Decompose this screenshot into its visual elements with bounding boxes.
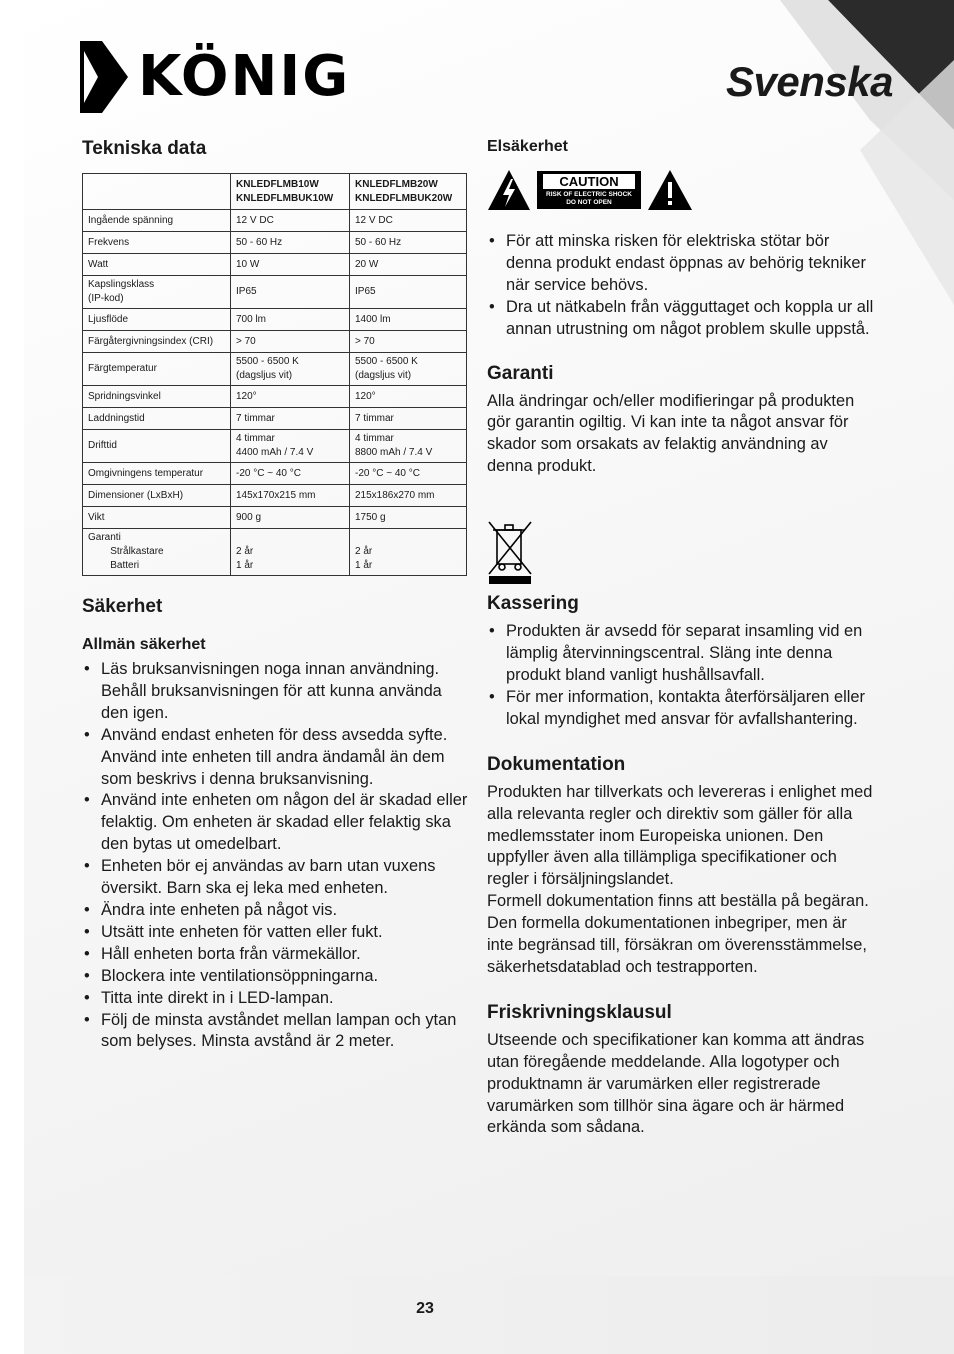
table-cell: -20 °C ~ 40 °C bbox=[231, 463, 350, 485]
list-item: • Använd inte enheten om någon del är skadad eller felaktig. Om enheten är skadad eller felaktig ska den bytas ut omedelbart. bbox=[82, 790, 470, 856]
table-cell: 120° bbox=[231, 386, 350, 408]
table-cell: Ljusflöde bbox=[83, 309, 231, 331]
table-cell: Kapslingsklass (IP-kod) bbox=[83, 276, 231, 309]
table-cell: 4 timmar 4400 mAh / 7.4 V bbox=[231, 430, 350, 463]
weee-bin-icon bbox=[487, 518, 533, 584]
table-cell: > 70 bbox=[231, 331, 350, 353]
table-row bbox=[83, 276, 467, 309]
table-header-cell: KNLEDFLMB10W KNLEDFLMBUK10W bbox=[231, 174, 350, 210]
table-cell: 20 W bbox=[350, 254, 467, 276]
list-item: • Produkten är avsedd för separat insamling vid en lämplig återvinningscentral. Släng inte denna produkt bland vanligt hushållsavfall. bbox=[487, 621, 877, 687]
table-cell: 120° bbox=[350, 386, 467, 408]
list-item: • Följ de minsta avståndet mellan lampan och ytan som belyses. Minsta avstånd är 2 meter. bbox=[82, 1010, 470, 1054]
table-cell: 145x170x215 mm bbox=[231, 485, 350, 507]
table-cell: 5500 - 6500 K (dagsljus vit) bbox=[231, 353, 350, 386]
list-item: • Håll enheten borta från värmekällor. bbox=[82, 944, 470, 966]
table-row bbox=[83, 232, 467, 254]
table-header-cell: KNLEDFLMB20W KNLEDFLMBUK20W bbox=[350, 174, 467, 210]
list-item: • Använd endast enheten för dess avsedda syfte. Använd inte enheten till andra ändamål än dem som beskrivs i denna bruksanvisning. bbox=[82, 725, 470, 791]
table-cell: IP65 bbox=[350, 276, 467, 309]
table-row bbox=[83, 309, 467, 331]
table-cell: IP65 bbox=[231, 276, 350, 309]
list-item: • Blockera inte ventilationsöppningarna. bbox=[82, 966, 470, 988]
table-cell: Spridningsvinkel bbox=[83, 386, 231, 408]
right-column bbox=[487, 138, 877, 1139]
left-column bbox=[82, 138, 470, 1053]
list-item: • För att minska risken för elektriska stötar bör denna produkt endast öppnas av behörig tekniker när service behövs. bbox=[487, 231, 877, 297]
table-row bbox=[83, 430, 467, 463]
konig-k-icon bbox=[80, 41, 130, 113]
table-cell: Omgivningens temperatur bbox=[83, 463, 231, 485]
table-cell: Garanti Strålkastare Batteri bbox=[83, 529, 231, 576]
table-cell: Drifttid bbox=[83, 430, 231, 463]
table-cell: Färgtemperatur bbox=[83, 353, 231, 386]
documentation-heading: Dokumentation bbox=[487, 753, 626, 775]
table-cell: 7 timmar bbox=[231, 408, 350, 430]
table-cell: Ingående spänning bbox=[83, 210, 231, 232]
table-cell: > 70 bbox=[350, 331, 467, 353]
tech-heading: Tekniska data bbox=[82, 138, 207, 159]
exclamation-warning-icon bbox=[647, 169, 693, 211]
warranty-heading: Garanti bbox=[487, 362, 554, 384]
list-item: • Enheten bör ej användas av barn utan vuxens översikt. Barn ska ej leka med enheten. bbox=[82, 856, 470, 900]
list-item: • Ändra inte enheten på något vis. bbox=[82, 900, 470, 922]
table-row bbox=[83, 529, 467, 576]
safety-heading: Säkerhet bbox=[82, 596, 163, 617]
table-cell: 900 g bbox=[231, 507, 350, 529]
table-row bbox=[83, 507, 467, 529]
table-row bbox=[83, 408, 467, 430]
electrical-heading: Elsäkerhet bbox=[487, 138, 568, 155]
table-cell: 2 år 1 år bbox=[231, 529, 350, 576]
electrical-list bbox=[487, 231, 877, 341]
table-cell: 1750 g bbox=[350, 507, 467, 529]
table-row bbox=[83, 210, 467, 232]
spec-table bbox=[82, 173, 467, 576]
brand-name: KÖNIG bbox=[138, 44, 351, 109]
list-item: • Utsätt inte enheten för vatten eller fukt. bbox=[82, 922, 470, 944]
table-cell: -20 °C ~ 40 °C bbox=[350, 463, 467, 485]
disclaimer-heading: Friskrivningsklausul bbox=[487, 1001, 672, 1023]
table-row bbox=[83, 485, 467, 507]
table-cell: Laddningstid bbox=[83, 408, 231, 430]
table-header-row bbox=[83, 174, 467, 210]
table-cell: 10 W bbox=[231, 254, 350, 276]
list-item: • Läs bruksanvisningen noga innan användning. Behåll bruksanvisningen för att kunna använda den igen. bbox=[82, 659, 470, 725]
table-cell: Dimensioner (LxBxH) bbox=[83, 485, 231, 507]
disposal-heading: Kassering bbox=[487, 593, 579, 615]
table-cell: 4 timmar 8800 mAh / 7.4 V bbox=[350, 430, 467, 463]
documentation-paragraph: Formell dokumentation finns att beställa på begäran. Den formella dokumentationen inbegriper, men är inte begränsad till, försäkran om överensstämmelse, säkerhetsdatablad och testrapporten. bbox=[487, 892, 869, 976]
table-cell: 12 V DC bbox=[350, 210, 467, 232]
warranty-text: Alla ändringar och/eller modifieringar på produkten gör garantin ogiltig. Vi kan inte ta något ansvar för skador som orsakats av felaktig användning av denna produkt. bbox=[487, 391, 855, 476]
table-cell: Frekvens bbox=[83, 232, 231, 254]
table-cell: 700 lm bbox=[231, 309, 350, 331]
disposal-list bbox=[487, 621, 877, 731]
caution-label: CAUTION bbox=[543, 174, 635, 189]
table-cell: Färgåtergivningsindex (CRI) bbox=[83, 331, 231, 353]
safety-list bbox=[82, 659, 470, 1053]
table-cell: 50 - 60 Hz bbox=[231, 232, 350, 254]
table-cell: 7 timmar bbox=[350, 408, 467, 430]
list-item: • Dra ut nätkabeln från vägguttaget och koppla ur all annan utrustning om något problem skulle uppstå. bbox=[487, 297, 877, 341]
table-row bbox=[83, 386, 467, 408]
table-row bbox=[83, 254, 467, 276]
table-cell: 5500 - 6500 K (dagsljus vit) bbox=[350, 353, 467, 386]
lightning-warning-icon bbox=[487, 169, 531, 211]
table-cell: 50 - 60 Hz bbox=[350, 232, 467, 254]
table-row bbox=[83, 331, 467, 353]
disclaimer-text: Utseende och specifikationer kan komma att ändras utan föregående meddelande. Alla logotyper och produktnamn är varumärken eller registrerade varumärken som tillhör sina ägare och är härmed erkända som sådana. bbox=[487, 1030, 865, 1137]
table-cell: 1400 lm bbox=[350, 309, 467, 331]
table-cell: Vikt bbox=[83, 507, 231, 529]
caution-sub-label: RISK OF ELECTRIC SHOCK DO NOT OPEN bbox=[546, 191, 632, 206]
list-item: • För mer information, kontakta återförsäljaren eller lokal myndighet med ansvar för avfallshantering. bbox=[487, 687, 877, 731]
list-item: • Titta inte direkt in i LED-lampan. bbox=[82, 988, 470, 1010]
documentation-paragraph: Produkten har tillverkats och levereras i enlighet med alla relevanta regler och direktiv som gäller för alla medlemsstater inom Europeiska unionen. Den uppfyller även alla tillämpliga specifikationer och regler i försäljningslandet. bbox=[487, 782, 873, 889]
table-cell: Watt bbox=[83, 254, 231, 276]
table-row bbox=[83, 353, 467, 386]
table-cell: 12 V DC bbox=[231, 210, 350, 232]
caution-symbols bbox=[487, 168, 877, 212]
general-safety-heading: Allmän säkerhet bbox=[82, 636, 206, 653]
table-cell: 2 år 1 år bbox=[350, 529, 467, 576]
table-header-cell bbox=[83, 174, 231, 210]
brand-logo bbox=[80, 40, 350, 114]
table-row bbox=[83, 463, 467, 485]
language-title: Svenska bbox=[726, 58, 893, 105]
table-cell: 215x186x270 mm bbox=[350, 485, 467, 507]
page-number: 23 bbox=[416, 1300, 434, 1317]
caution-label-box bbox=[537, 171, 641, 209]
